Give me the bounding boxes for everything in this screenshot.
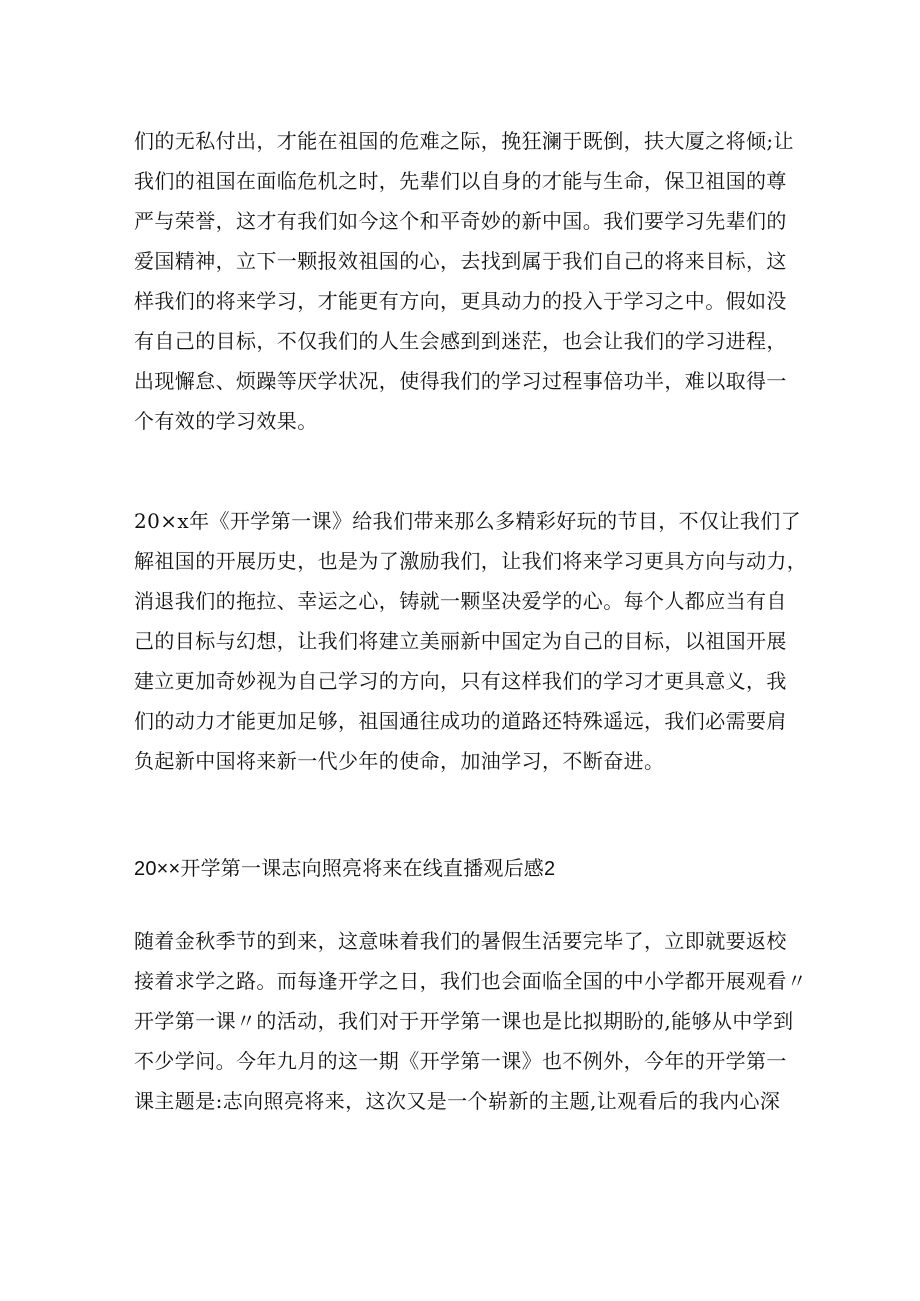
text-line: 负起新中国将来新一代少年的使命，加油学习，不断奋进。: [134, 749, 665, 773]
text-line: 们的无私付出，才能在祖国的危难之际，挽狂澜于既倒，扶大厦之将倾;让: [134, 129, 794, 153]
text-line: 有自己的目标，不仅我们的人生会感到到迷茫，也会让我们的学习进程，: [134, 329, 787, 353]
text-line: 随着金秋季节的到来，这意味着我们的暑假生活要完毕了，立即就要返校: [134, 929, 787, 953]
text-line: 爱国精神，立下一颗报效祖国的心，去找到属于我们自己的将来目标，这: [134, 249, 787, 273]
section-heading: 20××开学第一课志向照亮将来在线直播观后感2: [134, 858, 556, 880]
text-line: 我们的祖国在面临危机之时，先辈们以自身的才能与生命，保卫祖国的尊: [134, 169, 787, 193]
text-line: 们的动力才能更加足够，祖国通往成功的道路还特殊遥远，我们必需要肩: [134, 709, 787, 733]
text-line: 出现懈怠、烦躁等厌学状况，使得我们的学习过程事倍功半，难以取得一: [134, 369, 787, 393]
text-line: 样我们的将来学习，才能更有方向，更具动力的投入于学习之中。假如没: [134, 289, 787, 313]
text-line: 消退我们的拖拉、幸运之心，铸就一颗坚决爱学的心。每个人都应当有自: [134, 589, 787, 613]
text-line: 不少学问。今年九月的这一期《开学第一课》也不例外，今年的开学第一: [134, 1049, 787, 1073]
text-line: 严与荣誉，这才有我们如今这个和平奇妙的新中国。我们要学习先辈们的: [134, 209, 787, 233]
text-line: 20×x年《开学第一课》给我们带来那么多精彩好玩的节目，不仅让我们了: [134, 509, 802, 533]
text-line: 开学第一课〃的活动，我们对于开学第一课也是比拟期盼的,能够从中学到: [134, 1009, 794, 1033]
text-line: 解祖国的开展历史，也是为了激励我们，让我们将来学习更具方向与动力，: [134, 549, 808, 573]
paragraph-autumn: [134, 921, 808, 1121]
text-line: 建立更加奇妙视为自己学习的方向，只有这样我们的学习才更具意义，我: [134, 669, 787, 693]
paragraph-first-lesson: [134, 501, 808, 781]
text-line: 个有效的学习效果。: [134, 409, 318, 433]
text-line: 接着求学之路。而每逢开学之日，我们也会面临全国的中小学都开展观看〃: [134, 969, 808, 993]
text-line: 课主题是:志向照亮将来，这次又是一个崭新的主题,让观看后的我内心深: [134, 1089, 781, 1113]
paragraph-patriotism: [134, 121, 794, 441]
text-line: 己的目标与幻想，让我们将建立美丽新中国定为自己的目标，以祖国开展: [134, 629, 787, 653]
